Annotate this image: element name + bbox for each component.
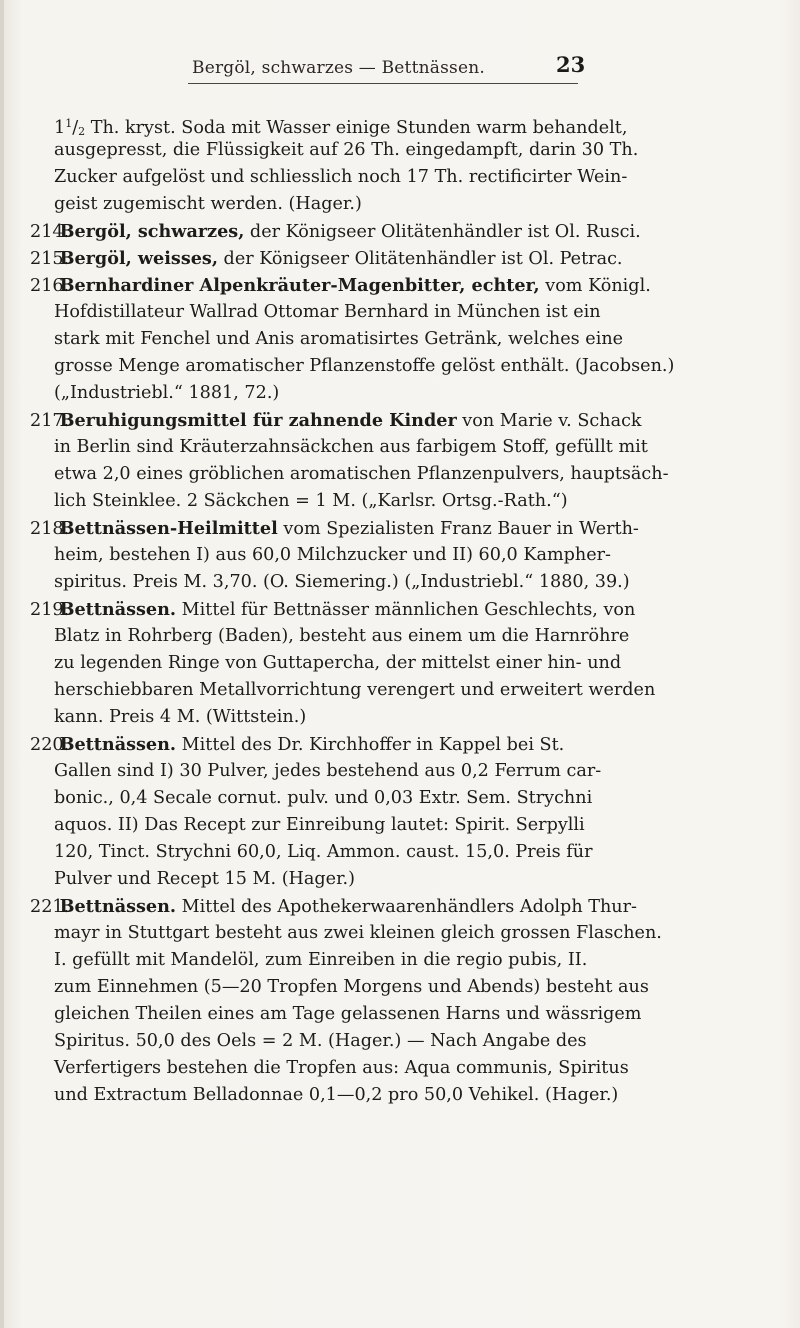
entry-219: [30, 596, 790, 731]
entry-heading: Bettnässen.: [59, 734, 177, 755]
intro-line: [30, 110, 790, 137]
entry-text: der Königseer Olitätenhändler ist Ol. Petrac.: [217, 249, 623, 269]
body-text: [30, 110, 790, 1109]
entry-text: der Königseer Olitätenhändler ist Ol. Rusci.: [244, 222, 641, 242]
entry-line: kann. Preis 4 M. (Wittstein.): [54, 707, 307, 727]
fraction-denominator: 2: [78, 125, 86, 138]
entry-first-line: [30, 272, 790, 299]
entry-line: herschiebbaren Metallvorrichtung verengert und erweitert werden: [54, 680, 656, 700]
entry-heading: Beruhigungsmittel für zahnende Kinder: [59, 410, 457, 431]
entry-text: vom Spezialisten Franz Bauer in Werth-: [277, 519, 639, 539]
entry-line: Verfertigers bestehen die Tropfen aus: Aqua communis, Spiritus: [54, 1058, 629, 1078]
entry-number: 221.: [30, 897, 70, 917]
entry-line: Gallen sind I) 30 Pulver, jedes bestehend aus 0,2 Ferrum car-: [54, 761, 602, 781]
entry-number: 214.: [30, 222, 70, 242]
entry-text: Mittel des Apothekerwaarenhändlers Adolph Thur-: [176, 897, 637, 917]
entry-217: [30, 407, 790, 515]
entry-214: [30, 218, 790, 245]
intro-paragraph: [30, 110, 790, 218]
entry-line: zu legenden Ringe von Guttapercha, der mittelst einer hin- und: [54, 653, 622, 673]
entry-first-line: [30, 407, 790, 434]
intro-line: Zucker aufgelöst und schliesslich noch 17 Th. rectificirter Wein-: [54, 167, 628, 187]
intro-line-text: Th. kryst. Soda mit Wasser einige Stunden warm behandelt,: [85, 118, 628, 138]
entry-number: 220.: [30, 735, 70, 755]
fraction-numerator: 1: [65, 117, 73, 130]
entry-line: Hofdistillateur Wallrad Ottomar Bernhard in München ist ein: [54, 302, 601, 322]
entry-first-line: [30, 245, 790, 272]
entry-line: („Industriebl.“ 1881, 72.): [54, 383, 280, 403]
entry-line: spiritus. Preis M. 3,70. (O. Siemering.) („Industriebl.“ 1880, 39.): [54, 572, 630, 592]
fraction-slash: /: [72, 118, 79, 138]
entry-first-line: [30, 731, 790, 758]
entry-number: 219.: [30, 600, 70, 620]
entry-line: I. gefüllt mit Mandelöl, zum Einreiben in die regio pubis, II.: [54, 950, 588, 970]
entry-line: lich Steinklee. 2 Säckchen = 1 M. („Karlsr. Ortsg.-Rath.“): [54, 491, 568, 511]
entry-text: Mittel für Bettnässer männlichen Geschlechts, von: [176, 600, 636, 620]
running-head: Bergöl, schwarzes — Bettnässen.: [192, 58, 485, 78]
entry-heading: Bergöl, weisses,: [59, 248, 218, 269]
entry-heading: Bettnässen.: [59, 599, 177, 620]
entry-line: etwa 2,0 eines gröblichen aromatischen Pflanzenpulvers, hauptsäch-: [54, 464, 669, 484]
entry-number: 215.: [30, 249, 70, 269]
entry-number: 218.: [30, 519, 70, 539]
entry-text: von Marie v. Schack: [456, 411, 642, 431]
entry-first-line: [30, 596, 790, 623]
entry-line: aquos. II) Das Recept zur Einreibung lautet: Spirit. Serpylli: [54, 815, 585, 835]
entry-line: in Berlin sind Kräuterzahnsäckchen aus farbigem Stoff, gefüllt mit: [54, 437, 648, 457]
entry-215: [30, 245, 790, 272]
entry-text: Mittel des Dr. Kirchhoffer in Kappel bei St.: [176, 735, 565, 755]
entry-line: 120, Tinct. Strychni 60,0, Liq. Ammon. caust. 15,0. Preis für: [54, 842, 593, 862]
entry-heading: Bettnässen.: [59, 896, 177, 917]
entry-line: gleichen Theilen eines am Tage gelassenen Harns und wässrigem: [54, 1004, 642, 1024]
entry-line: stark mit Fenchel und Anis aromatisirtes Getränk, welches eine: [54, 329, 624, 349]
intro-line: geist zugemischt werden. (Hager.): [54, 194, 362, 214]
entry-heading: Bergöl, schwarzes,: [59, 221, 245, 242]
entry-heading: Bernhardiner Alpenkräuter-Magenbitter, echter,: [59, 275, 540, 296]
entry-line: bonic., 0,4 Secale cornut. pulv. und 0,03 Extr. Sem. Strychni: [54, 788, 593, 808]
fraction-whole: 1: [54, 118, 66, 138]
entry-line: und Extractum Belladonnae 0,1—0,2 pro 50,0 Vehikel. (Hager.): [54, 1085, 619, 1105]
entry-first-line: [30, 515, 790, 542]
entry-218: [30, 515, 790, 596]
entry-line: mayr in Stuttgart besteht aus zwei kleinen gleich grossen Flaschen.: [54, 923, 662, 943]
entry-line: Spiritus. 50,0 des Oels = 2 M. (Hager.) — Nach Angabe des: [54, 1031, 587, 1051]
entry-221: [30, 893, 790, 1109]
entry-line: zum Einnehmen (5—20 Tropfen Morgens und Abends) besteht aus: [54, 977, 649, 997]
entry-first-line: [30, 893, 790, 920]
entry-220: [30, 731, 790, 893]
header-rule: [188, 83, 578, 84]
page-edge: [0, 0, 4, 1328]
intro-line: ausgepresst, die Flüssigkeit auf 26 Th. eingedampft, darin 30 Th.: [54, 140, 639, 160]
entry-number: 216.: [30, 276, 70, 296]
entry-text: vom Königl.: [539, 276, 651, 296]
entry-line: Pulver und Recept 15 M. (Hager.): [54, 869, 356, 889]
entry-number: 217.: [30, 411, 70, 431]
entry-first-line: [30, 218, 790, 245]
page-number: 23: [556, 52, 586, 77]
entry-216: [30, 272, 790, 407]
entry-heading: Bettnässen-Heilmittel: [59, 518, 278, 539]
entry-line: heim, bestehen I) aus 60,0 Milchzucker und II) 60,0 Kampher-: [54, 545, 612, 565]
entry-line: Blatz in Rohrberg (Baden), besteht aus einem um die Harnröhre: [54, 626, 630, 646]
entry-line: grosse Menge aromatischer Pflanzenstoffe gelöst enthält. (Jacobsen.): [54, 356, 675, 376]
